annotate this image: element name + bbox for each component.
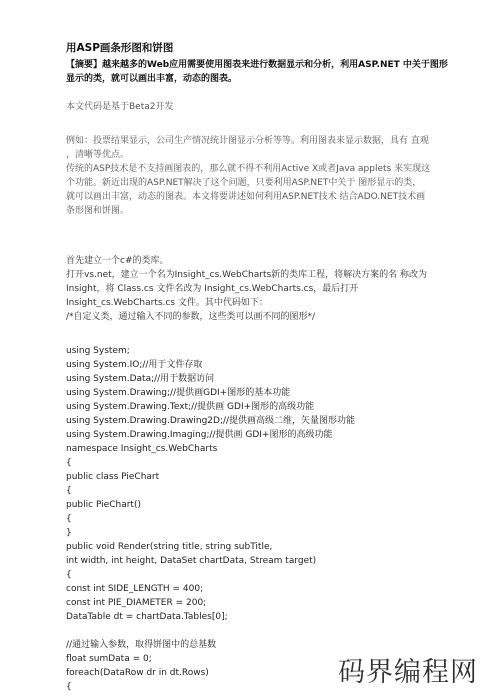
code-line: const int PIE_DIAMETER = 200; [66,598,207,608]
intro-line: ，清晰等优点。 [66,150,130,160]
code-line: //通过输入参数，取得饼图中的总基数 [66,640,217,650]
intro-line: 传统的ASP技术是不支持画图表的，那么就不得不利用Active X或者Java applets 来实现这 [66,164,431,174]
code-line: const int SIDE_LENGTH = 400; [66,584,204,594]
setup-line: /*自定义类，通过输入不同的参数，这些类可以画不同的图形*/ [66,312,316,322]
code-line: int width, int height, DataSet chartData, Stream target) [66,556,317,566]
code-line: using System.Data;//用于数据访问 [66,374,215,384]
setup-line: Insight_cs.WebCharts.cs 文件。其中代码如下： [66,298,268,308]
code-line: { [66,514,72,524]
code-line: using System.IO;//用于文件存取 [66,360,203,370]
abstract-line: 显示的类，就可以画出丰富，动态的图表。 [66,74,238,84]
intro-line: 条形图和饼图。 [66,206,130,216]
code-line: float sumData = 0; [66,654,152,664]
intro-line: 就可以画出丰富，动态的图表。本文将要讲述如何利用ASP.NET技术 结合ADO.NET技术画 [66,192,426,202]
code-line: using System.Drawing.Imaging;//提供画 GDI+图形的高级功能 [66,430,333,440]
code-line: public class PieChart [66,472,160,482]
document-page [66,40,446,694]
code-line: { [66,682,72,692]
code-line: namespace Insight_cs.WebCharts [66,444,218,454]
abstract-line: 【摘要】越来越多的Web应用需要使用图表来进行数据显示和分析，利用ASP.NET 中关于图形 [66,60,448,70]
code-line: { [66,570,72,580]
code-line: public PieChart() [66,500,141,510]
code-line: using System.Drawing.Text;//提供画 GDI+图形的高级功能 [66,402,315,412]
code-line: { [66,486,72,496]
code-line: DataTable dt = chartData.Tables[0]; [66,612,228,622]
setup-line: Insight，将 Class.cs 文件名改为 Insight_cs.WebCharts.cs，最后打开 [66,284,359,294]
document-title: 用ASP画条形图和饼图 [66,42,174,54]
code-line: using System; [66,346,130,356]
setup-line: 首先建立一个c#的类库。 [66,256,169,266]
setup-line: 打开vs.net，建立一个名为Insight_cs.WebCharts新的类库工程，将解决方案的名 称改为 [66,270,428,280]
code-line: { [66,458,72,468]
intro-line: 例如：投票结果显示，公司生产情况统计图显示分析等等。利用图表来显示数据，具有 直观 [66,136,429,146]
code-line: using System.Drawing;//提供画GDI+图形的基本功能 [66,388,291,398]
code-line: } [66,528,72,538]
code-line: using System.Drawing.Drawing2D;//提供画高级二维，矢量图形功能 [66,416,356,426]
site-watermark: 码界编程网 [338,657,478,688]
code-line: foreach(DataRow dr in dt.Rows) [66,668,209,678]
code-line: public void Render(string title, string subTitle, [66,542,273,552]
basis-note: 本文代码是基于Beta2开发 [66,102,174,112]
intro-line: 个功能。新近出现的ASP.NET解决了这个问题，只要利用ASP.NET中关于 图形显示的类， [66,178,422,188]
